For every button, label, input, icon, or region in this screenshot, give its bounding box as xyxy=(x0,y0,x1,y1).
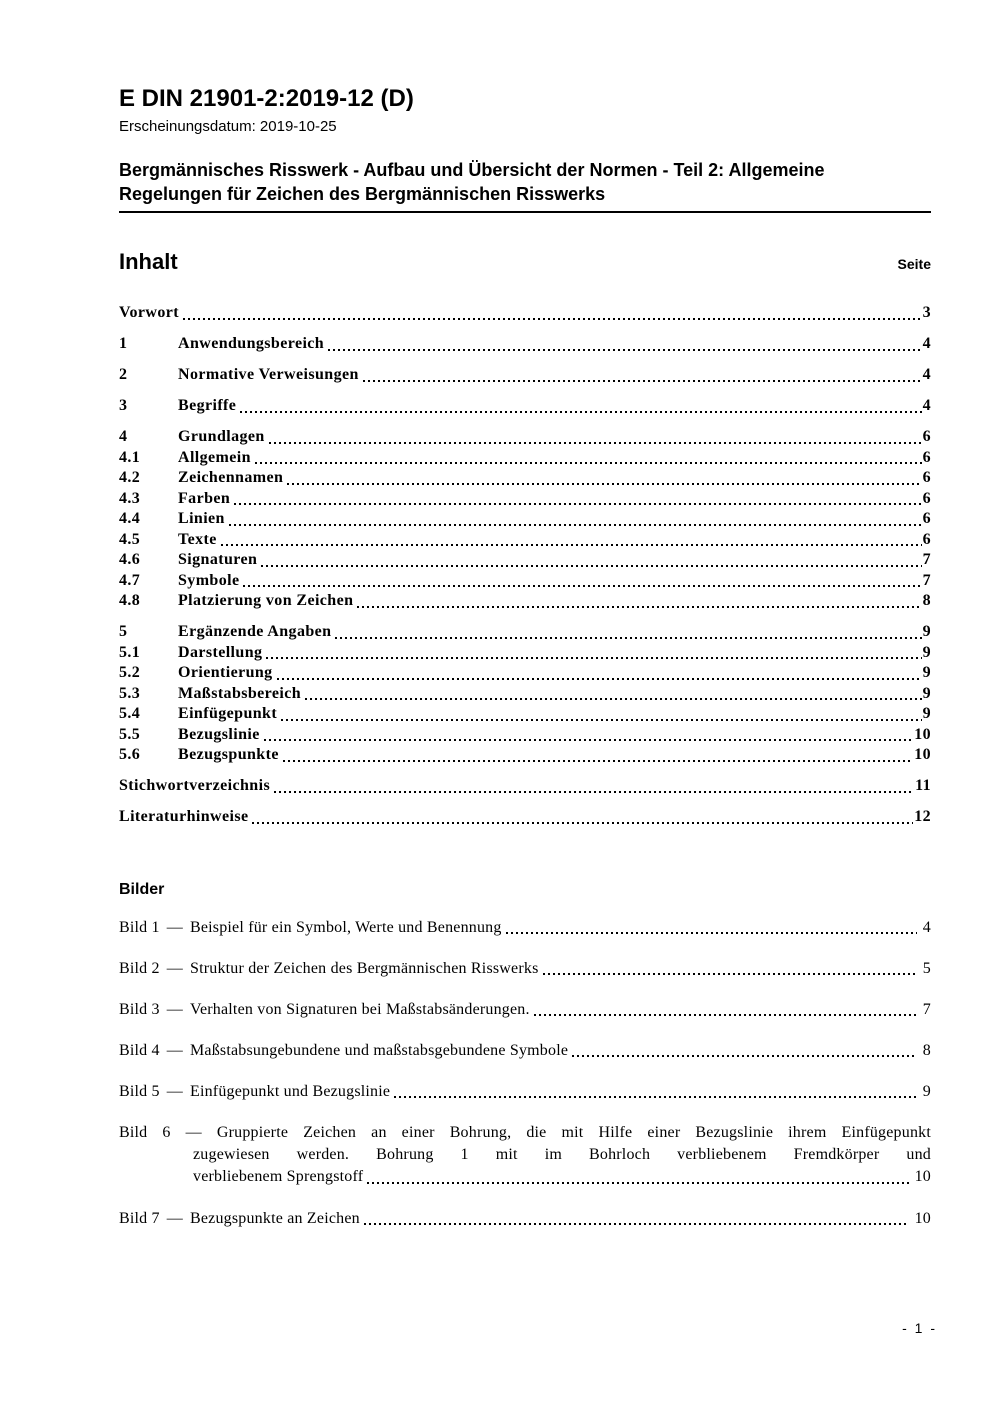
figure-entry-label: Bild 1 xyxy=(119,918,160,936)
toc-entry xyxy=(119,530,931,551)
toc-entry-label: Stichwortverzeichnis xyxy=(119,777,271,794)
em-dash: — xyxy=(166,959,183,977)
figure-entry-label: Bild 5 xyxy=(119,1082,160,1100)
toc-entry xyxy=(119,776,931,797)
toc-entry-page: 3 xyxy=(922,304,931,321)
dotted-leader xyxy=(264,739,913,741)
figure-entry-title: Einfügepunkt und Bezugslinie xyxy=(189,1082,391,1100)
toc-entry xyxy=(119,489,931,510)
dotted-leader xyxy=(543,973,917,975)
toc-entry xyxy=(119,365,931,386)
figure-entry-text xyxy=(119,1081,390,1102)
toc-entry-page: 11 xyxy=(915,777,931,794)
figure-toc-entry xyxy=(119,1081,931,1102)
document-title: E DIN 21901-2:2019-12 (D) xyxy=(119,85,414,112)
figure-entry-page: 10 xyxy=(914,1167,931,1185)
toc-entry-label: Anwendungsbereich xyxy=(178,335,325,352)
toc-entry-label: Grundlagen xyxy=(178,428,265,445)
figure-entry-text xyxy=(119,958,539,979)
toc-entry-page: 12 xyxy=(914,808,931,825)
toc-entry-label: Orientierung xyxy=(178,664,273,681)
toc-entry-page: 8 xyxy=(922,592,931,609)
em-dash: — xyxy=(166,1082,183,1100)
figure-toc-entry xyxy=(119,917,931,938)
toc-entry-label: Symbole xyxy=(178,571,240,589)
toc-entry-number: 3 xyxy=(119,397,128,414)
toc-entry-number: 4.6 xyxy=(119,551,141,568)
figure-entry-title: Beispiel für ein Symbol, Werte und Benennung xyxy=(189,918,502,936)
toc-entry-label: Bezugspunkte xyxy=(178,746,279,763)
toc-header-row xyxy=(119,249,931,275)
toc-entry-page: 4 xyxy=(922,397,931,414)
dotted-leader xyxy=(363,380,922,382)
toc-entry-label: Begriffe xyxy=(178,397,237,414)
toc-entry-number: 5 xyxy=(119,623,128,640)
toc-entry-number: 4.5 xyxy=(119,530,141,548)
toc-page-column-label: Seite xyxy=(897,256,931,272)
dotted-leader xyxy=(506,932,917,934)
dotted-leader xyxy=(534,1014,917,1016)
figure-entry-page: 9 xyxy=(922,1082,931,1100)
toc-entry-number: 5.3 xyxy=(119,684,141,702)
figure-entry-text xyxy=(119,917,502,938)
toc-entry-label: Ergänzende Angaben xyxy=(178,623,332,640)
dotted-leader xyxy=(572,1055,917,1057)
footer-page-number: - 1 - xyxy=(902,1320,937,1336)
toc-entry-label: Texte xyxy=(178,530,217,548)
toc-entry-label: Zeichennamen xyxy=(178,469,284,486)
dotted-leader xyxy=(234,503,921,505)
toc-entry-number: 2 xyxy=(119,366,128,383)
toc-entry-label: Vorwort xyxy=(119,304,179,321)
figure-entry-title: Bezugspunkte an Zeichen xyxy=(189,1209,360,1227)
figure-entry-page: 10 xyxy=(914,1209,931,1227)
em-dash: — xyxy=(166,1000,183,1018)
figure-entry-label: Bild 3 xyxy=(119,1000,160,1018)
toc-entry-number: 5.5 xyxy=(119,725,141,743)
dotted-leader xyxy=(240,411,921,413)
figures-heading: Bilder xyxy=(119,880,165,898)
toc-entry-label: Einfügepunkt xyxy=(178,705,278,722)
toc-entry xyxy=(119,725,931,746)
toc-entry-label: Literaturhinweise xyxy=(119,808,249,825)
figure-entry-title: Verhalten von Signaturen bei Maßstabsänderungen. xyxy=(189,1000,530,1018)
toc-entry-page: 6 xyxy=(922,448,931,466)
dotted-leader xyxy=(221,544,922,546)
toc-entry-page: 10 xyxy=(914,725,931,743)
toc-entry-page: 6 xyxy=(922,428,931,445)
table-of-contents xyxy=(119,303,931,828)
toc-entry xyxy=(119,468,931,489)
dotted-leader xyxy=(394,1096,917,1098)
dotted-leader xyxy=(274,791,914,793)
toc-entry xyxy=(119,643,931,664)
toc-entry-number: 4.1 xyxy=(119,448,141,466)
toc-entry-page: 9 xyxy=(922,664,931,681)
dotted-leader xyxy=(243,585,921,587)
em-dash: — xyxy=(166,1209,183,1227)
toc-entry xyxy=(119,591,931,612)
figure-toc-entry xyxy=(119,1122,931,1188)
dotted-leader xyxy=(183,318,922,320)
figure-entry-page: 8 xyxy=(922,1041,931,1059)
dotted-leader xyxy=(255,462,922,464)
dotted-leader xyxy=(367,1182,908,1184)
toc-entry xyxy=(119,704,931,725)
dotted-leader xyxy=(269,442,922,444)
toc-entry xyxy=(119,571,931,592)
toc-entry-page: 9 xyxy=(922,705,931,722)
toc-entry xyxy=(119,303,931,324)
toc-entry xyxy=(119,550,931,571)
toc-entry-number: 4.7 xyxy=(119,571,141,589)
toc-entry-label: Farben xyxy=(178,489,231,507)
figures-list xyxy=(119,917,931,1229)
dotted-leader xyxy=(305,698,922,700)
toc-entry-number: 5.4 xyxy=(119,705,141,722)
toc-entry-label: Normative Verweisungen xyxy=(178,366,359,383)
document-subtitle: Bergmännisches Risswerk - Aufbau und Übersicht der Normen - Teil 2: Allgemeine Regelungen für Zeichen des Bergmännischen Risswerks xyxy=(119,158,931,213)
publication-date: Erscheinungsdatum: 2019-10-25 xyxy=(119,118,337,135)
figure-entry-title: Struktur der Zeichen des Bergmännischen Risswerks xyxy=(189,959,539,977)
toc-entry-number: 5.1 xyxy=(119,643,141,661)
toc-heading: Inhalt xyxy=(119,249,178,274)
toc-entry xyxy=(119,807,931,828)
toc-entry-label: Linien xyxy=(178,510,225,527)
dotted-leader xyxy=(252,822,913,824)
dotted-leader xyxy=(277,678,922,680)
toc-entry xyxy=(119,334,931,355)
toc-entry-number: 4.2 xyxy=(119,469,141,486)
toc-entry-label: Signaturen xyxy=(178,551,258,568)
dotted-leader xyxy=(364,1223,909,1225)
toc-entry xyxy=(119,509,931,530)
figure-entry-page: 5 xyxy=(922,959,931,977)
dotted-leader xyxy=(335,637,921,639)
toc-entry-page: 6 xyxy=(922,489,931,507)
toc-entry-label: Platzierung von Zeichen xyxy=(178,592,354,609)
figure-toc-entry xyxy=(119,1208,931,1229)
toc-entry-page: 6 xyxy=(922,530,931,548)
figure-entry-text xyxy=(119,999,530,1020)
toc-entry xyxy=(119,622,931,643)
toc-entry-number: 4.4 xyxy=(119,510,141,527)
toc-entry-page: 4 xyxy=(922,366,931,383)
dotted-leader xyxy=(261,565,921,567)
dotted-leader xyxy=(357,606,921,608)
toc-entry-number: 4 xyxy=(119,428,128,445)
dotted-leader xyxy=(229,524,922,526)
dotted-leader xyxy=(328,349,922,351)
figure-toc-entry xyxy=(119,958,931,979)
figure-entry-line: zugewiesen werden. Bohrung 1 mit im Bohrloch verbliebenem Fremdkörper und xyxy=(193,1145,931,1163)
toc-entry xyxy=(119,745,931,766)
figure-toc-entry xyxy=(119,1040,931,1061)
toc-entry-page: 6 xyxy=(922,510,931,527)
toc-entry-page: 7 xyxy=(922,551,931,568)
toc-entry-number: 1 xyxy=(119,335,128,352)
toc-entry-label: Maßstabsbereich xyxy=(178,684,302,702)
toc-entry-page: 4 xyxy=(922,335,931,352)
toc-entry-page: 9 xyxy=(922,684,931,702)
toc-entry-page: 9 xyxy=(922,643,931,661)
toc-entry-label: Darstellung xyxy=(178,643,263,661)
em-dash: — xyxy=(166,918,183,936)
figure-entry-label: Bild 2 xyxy=(119,959,160,977)
toc-entry-page: 10 xyxy=(914,746,931,763)
toc-entry xyxy=(119,396,931,417)
figure-entry-title: Maßstabsungebundene und maßstabsgebundene Symbole xyxy=(189,1041,569,1059)
figure-entry-page: 4 xyxy=(922,918,931,936)
figure-entry-line xyxy=(119,1166,931,1188)
dotted-leader xyxy=(287,483,921,485)
figure-entry-text xyxy=(119,1208,360,1229)
dotted-leader xyxy=(281,719,922,721)
toc-entry-page: 9 xyxy=(922,623,931,640)
toc-entry-page: 7 xyxy=(922,571,931,589)
figure-entry-line: Bild 6 — Gruppierte Zeichen an einer Bohrung, die mit Hilfe einer Bezugslinie ihrem Einfügepunkt xyxy=(119,1123,931,1141)
figure-entry-label: Bild 7 xyxy=(119,1209,160,1227)
toc-entry xyxy=(119,684,931,705)
figure-entry-label: Bild 4 xyxy=(119,1041,160,1059)
figure-entry-title: verbliebenem Sprengstoff xyxy=(193,1167,364,1185)
toc-entry-number: 4.8 xyxy=(119,592,141,609)
dotted-leader xyxy=(283,760,913,762)
toc-entry-label: Allgemein xyxy=(178,448,251,466)
figure-entry-page: 7 xyxy=(922,1000,931,1018)
figure-toc-entry xyxy=(119,999,931,1020)
toc-entry-number: 5.2 xyxy=(119,664,141,681)
toc-entry-number: 4.3 xyxy=(119,489,141,507)
toc-entry-number: 5.6 xyxy=(119,746,141,763)
figure-entry-text xyxy=(119,1040,568,1061)
dotted-leader xyxy=(266,657,921,659)
toc-entry xyxy=(119,427,931,448)
toc-entry xyxy=(119,448,931,469)
toc-entry-page: 6 xyxy=(922,469,931,486)
em-dash: — xyxy=(166,1041,183,1059)
toc-entry-label: Bezugslinie xyxy=(178,725,260,743)
toc-entry xyxy=(119,663,931,684)
